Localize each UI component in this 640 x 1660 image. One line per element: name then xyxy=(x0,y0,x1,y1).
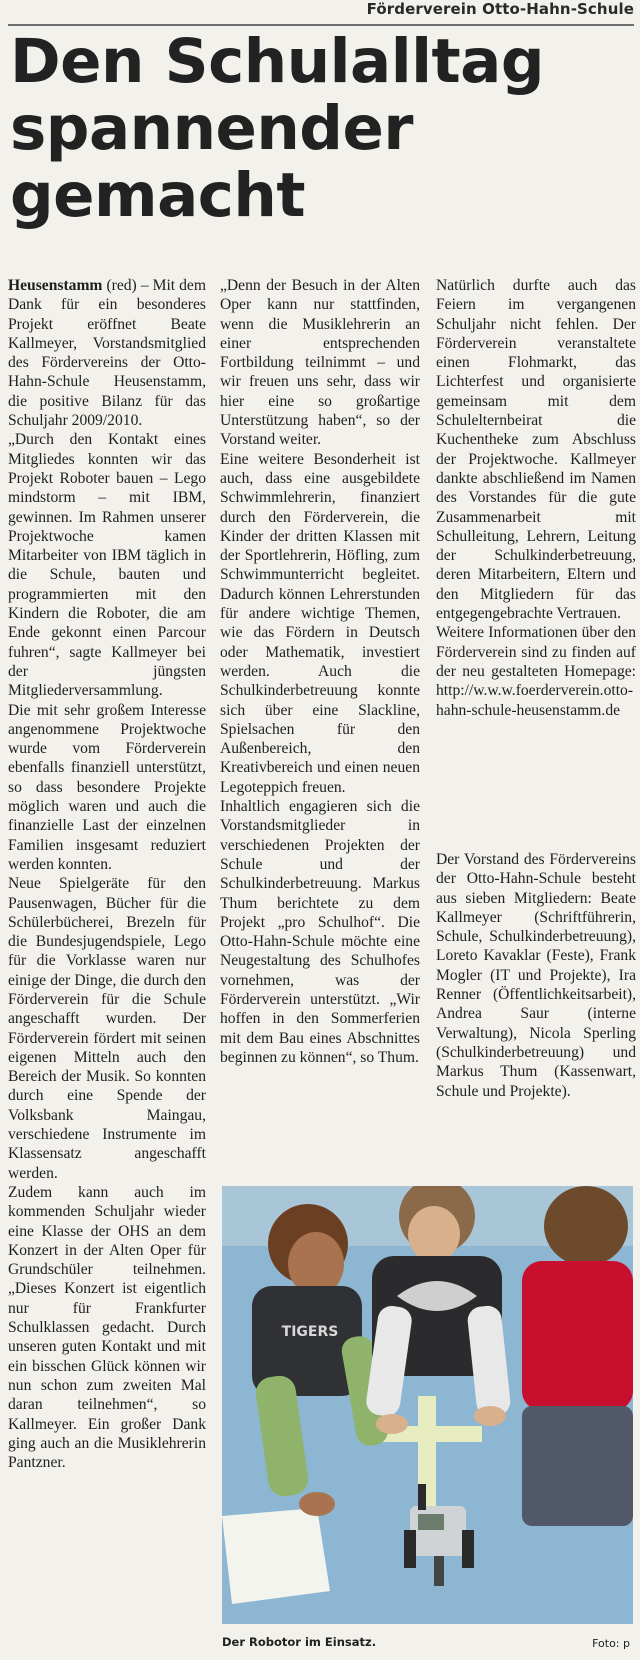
child-right xyxy=(544,1186,628,1266)
paragraph: Eine weitere Besonderheit ist auch, dass eine ausgebildete Schwimmlehrerin, finanziert durch den Förderverein, die Kinder der dritten Klassen mit der Sportlehrerin, Höfling, zum Schwimmunterricht begleitet. Dadurch können Lehrerstunden für andere wichtige Themen, wie das Fördern in Deutsch oder Mathematik, investiert werden. Auch die Schulkinderbetreuung konnte sich über eine Slackline, Spielsachen für den Außenbereich, den Kreativbereich und einen neuen Legoteppich freuen. xyxy=(220,450,420,796)
headline xyxy=(10,28,610,229)
robot-photo-illustration xyxy=(222,1186,633,1624)
article-column-2 xyxy=(220,276,420,1067)
paper-sheet xyxy=(222,1508,330,1604)
article-column-1 xyxy=(8,276,206,1472)
photo-credit: Foto: p xyxy=(592,1637,630,1650)
paragraph: „Durch den Kontakt eines Mitgliedes konnten wir das Projekt Roboter bauen – Lego mindstorm – mit IBM, gewinnen. Im Rahmen unserer Projektwoche kamen Mitarbeiter von IBM täglich in die Schule, bauten und programmierten mit den Kindern die Roboter, die am Ende gekonnt einen Parcour fuhren“, sagte Kallmeyer bei der jüngsten Mitgliederversammlung. xyxy=(8,431,206,700)
paragraph: Die mit sehr großem Interesse angenommene Projektwoche wurde vom Förderverein ebenfalls finanziell unterstützt, so dass besondere Projekte möglich waren und auch die finanzielle Last der einzelnen Familien insgesamt reduziert werden konnten. xyxy=(8,701,206,873)
headline-line-2: spannender xyxy=(10,93,413,164)
lead-paragraph xyxy=(8,276,206,430)
headline-line-3: gemacht xyxy=(10,160,306,231)
paragraph: Der Vorstand des Fördervereins der Otto-Hahn-Schule besteht aus sieben Mitgliedern: Beate Kallmeyer (Schriftführerin, Schule, Schulkinderbetreuung), Loreto Kavaklar (Feste), Frank Mogler (IT und Projekte), Ira Renner (Öffentlichkeitsarbeit), Andrea Saur (interne Verwaltung), Nicola Sperling (Schulkinderbetreuung) und Markus Thum (Kassenwart, Schule und Projekte). xyxy=(436,851,636,1100)
paragraph: Inhaltlich engagieren sich die Vorstandsmitglieder in verschiedenen Projekten der Schule und der Schulkinderbetreuung. Markus Thum berichtete zu dem Projekt „pro Schulhof“. Die Otto-Hahn-Schule möchte eine Neugestaltung des Schulhofes vornehmen, was der Förderverein unterstützt. „Wir hoffen in den Sommerferien mit dem Bau eines Abschnittes beginnen zu können“, so Thum. xyxy=(220,798,420,1066)
paragraph: Weitere Informationen über den Förderverein sind zu finden auf der neu gestalteten Homepage: http://w.w.w.foerderverein.otto-hahn-schule-heusenstamm.de xyxy=(436,624,636,719)
headline-line-1: Den Schulalltag xyxy=(10,26,544,97)
paragraph: „Denn der Besuch in der Alten Oper kann nur stattfinden, wenn die Musiklehrerin an einer entsprechenden Fortbildung teilnimmt – und wir freuen uns sehr, dass wir hier eine so großartige Unterstützung haben“, so der Vorstand weiter. xyxy=(220,277,420,449)
paragraph: Natürlich durfte auch das Feiern im vergangenen Schuljahr nicht fehlen. Der Förderverein veranstaltete einen Flohmarkt, das Lichterfest und organisierte gemeinsam mit dem Schulelternbeirat die Kuchentheke zum Abschluss der Projektwoche. Kallmeyer dankte abschließend im Namen des Vorstandes für die gute Zusammenarbeit mit Schulleitung, Lehrern, Leitung der Schulkinderbetreuung, deren Mitarbeitern, Eltern und den Mitgliedern für das entgegengebrachte Vertrauen. xyxy=(436,277,636,623)
article-column-3-continued xyxy=(436,850,636,1101)
robot-photo xyxy=(222,1186,633,1624)
photo-caption: Der Robotor im Einsatz. xyxy=(222,1635,377,1649)
dateline: Heusenstamm xyxy=(8,277,103,294)
paragraph: Zudem kann auch im kommenden Schuljahr wieder eine Klasse der OHS an dem Konzert in der Alten Oper für Grundschüler teilnehmen. „Dieses Konzert ist eigentlich nur für Frankfurter Schulklassen gedacht. Durch unseren guten Kontakt und mit ein bisschen Glück können wir nun schon zum zweiten Mal daran teilnehmen“, so Kallmeyer. Ein großer Dank ging auch an die Musiklehrerin Pantzner. xyxy=(8,1183,206,1472)
section-kicker: Förderverein Otto-Hahn-Schule xyxy=(366,0,634,18)
paragraph: Neue Spielgeräte für den Pausenwagen, Bücher für die Schülerbücherei, Brezeln für die Bundesjugendspiele, Lego für die Vorklasse waren nur einige der Dinge, die durch den Förderverein für die Schule angeschafft wurden. Der Förderverein fördert mit seinen eigenen Mitteln auch den Bereich der Musik. So konnten durch eine Spende der Volksbank Maingau, verschiedene Instrumente im Klassensatz angeschafft werden. xyxy=(8,875,206,1182)
shirt-text: TIGERS xyxy=(281,1324,339,1340)
article-column-3 xyxy=(436,276,636,720)
lead-text: (red) – Mit dem Dank für ein besonderes Projekt eröffnet Beate Kallmeyer, Vorstandsmitglied des Fördervereins der Otto-Hahn-Schule Heusenstamm, die positive Bilanz für das Schuljahr 2009/2010. xyxy=(8,277,206,430)
